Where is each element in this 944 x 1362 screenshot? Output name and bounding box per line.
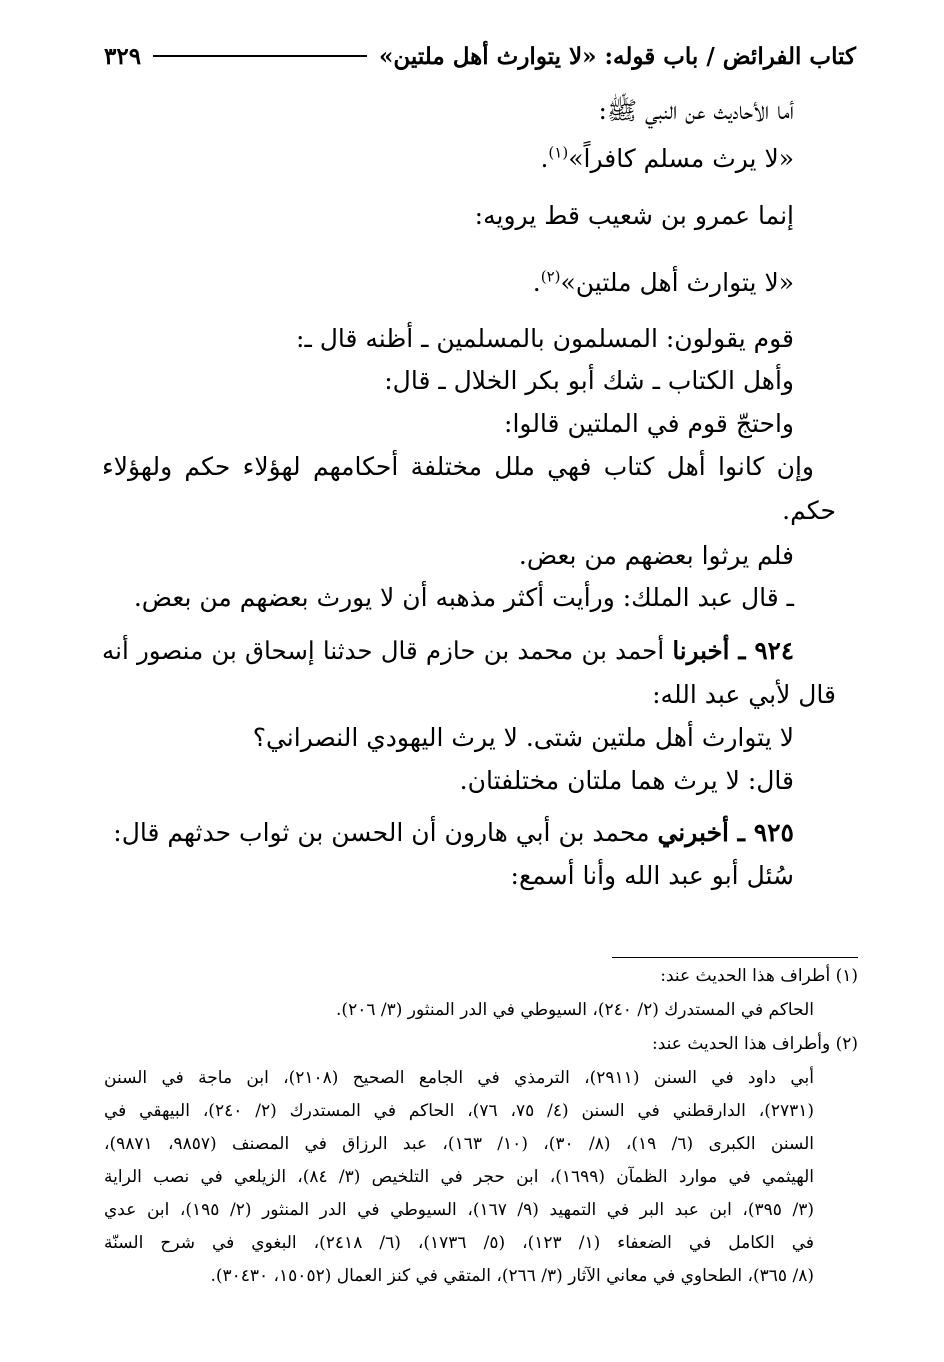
footnote-ref-2: (٢) xyxy=(540,267,561,286)
footnote-2-line-4: الهيثمي في موارد الظمآن (١٦٩٩)، ابن حجر في التلخيص (٣/ ٨٤)، الزيلعي في نصب الراية xyxy=(104,1167,814,1187)
report-number-924: ٩٢٤ ـ أخبرنا xyxy=(672,636,794,665)
text-line-5: قوم يقولون: المسلمون بالمسلمين ـ أظنه قال ـ: xyxy=(296,324,794,353)
text-line-13: قال لأبي عبد الله: xyxy=(652,680,836,709)
page-number: ٣٢٩ xyxy=(104,42,142,70)
footnote-2-line-2: (٢٧٣١)، الدارقطني في السنن (٤/ ٧٥، ٧٦)، الحاكم في المستدرك (٢/ ٢٤٠)، البيهقي في xyxy=(104,1101,814,1121)
text-line-1: أما الأحاديث عن النبي ﷺ: xyxy=(598,96,794,125)
text-line-7: واحتجّ قوم في الملتين قالوا: xyxy=(504,409,794,438)
footnote-1-heading: (١) أطراف هذا الحديث عند: xyxy=(660,966,858,986)
report-924-text: أحمد بن محمد بن حازم قال حدثنا إسحاق بن منصور أنه xyxy=(102,636,673,665)
text-line-8: وإن كانوا أهل كتاب فهي ملل مختلفة أحكامهم لهؤلاء حكم ولهؤلاء xyxy=(102,452,814,481)
text-line-3: إنما عمرو بن شعيب قط يرويه: xyxy=(474,201,794,230)
running-title: كتاب الفرائض / باب قوله: «لا يتوارث أهل ملتين» xyxy=(379,42,856,70)
footnote-2-line-7: (٨/ ٣٦٥)، الطحاوي في معاني الآثار (٣/ ٢٦٦)، المتقي في كنز العمال (١٥٠٥٢، ٣٠٤٣٠). xyxy=(210,1266,814,1286)
text-line-15: قال: لا يرث هما ملتان مختلفتان. xyxy=(459,766,794,795)
text-line-9: حكم. xyxy=(782,496,836,525)
hadith-quote-1: «لا يرث مسلم كافراً» xyxy=(568,144,794,173)
footnote-2-line-1: أبي داود في السنن (٢٩١١)، الترمذي في الجامع الصحيح (٢١٠٨)، ابن ماجة في السنن xyxy=(104,1068,814,1088)
footnote-1-text: الحاكم في المستدرك (٢/ ٢٤٠)، السيوطي في الدر المنثور (٣/ ٢٠٦). xyxy=(336,1000,814,1020)
text-line-14: لا يتوارث أهل ملتين شتى. لا يرث اليهودي النصراني؟ xyxy=(252,723,794,752)
footnote-2-line-6: في الكامل في الضعفاء (١/ ١٢٣)، (٥/ ١٧٣٦)، (٦/ ٢٤١٨)، البغوي في شرح السنّة xyxy=(104,1233,815,1253)
report-number-925: ٩٢٥ ـ أخبرني xyxy=(657,818,794,847)
text-line-11: ـ قال عبد الملك: ورأيت أكثر مذهبه أن لا يورث بعضهم من بعض. xyxy=(133,583,794,612)
footnote-separator xyxy=(612,957,858,958)
running-header xyxy=(104,34,856,78)
text-line-2 xyxy=(540,144,794,174)
header-rule xyxy=(153,55,367,57)
text-line-4 xyxy=(533,268,794,298)
text-line-6: وأهل الكتاب ـ شك أبو بكر الخلال ـ قال: xyxy=(384,366,794,395)
text-line-17: سُئل أبو عبد الله وأنا أسمع: xyxy=(510,861,794,890)
hadith-quote-2: «لا يتوارث أهل ملتين» xyxy=(560,268,794,297)
footnote-2-line-5: (٣/ ٣٩٥)، ابن عبد البر في التمهيد (٩/ ١٦٧)، السيوطي في الدر المنثور (٢/ ١٩٥)، ابن عدي xyxy=(104,1200,814,1220)
footnote-ref-1: (١) xyxy=(548,143,569,162)
report-925-text: محمد بن أبي هارون أن الحسن بن ثواب حدثهم قال: xyxy=(113,818,658,847)
text-line-12 xyxy=(102,636,794,665)
text-line-16 xyxy=(113,818,794,848)
hadith-quote-2-end: . xyxy=(532,268,541,297)
text-line-10: فلم يرثوا بعضهم من بعض. xyxy=(518,541,794,570)
footnote-2-heading: (٢) وأطراف هذا الحديث عند: xyxy=(652,1034,858,1054)
hadith-quote-1-end: . xyxy=(540,144,549,173)
footnote-2-line-3: السنن الكبرى (٦/ ١٩)، (٨/ ٣٠)، (١٠/ ١٦٣)، عبد الرزاق في المصنف (٩٨٥٧، ٩٨٧١)، xyxy=(104,1134,815,1154)
